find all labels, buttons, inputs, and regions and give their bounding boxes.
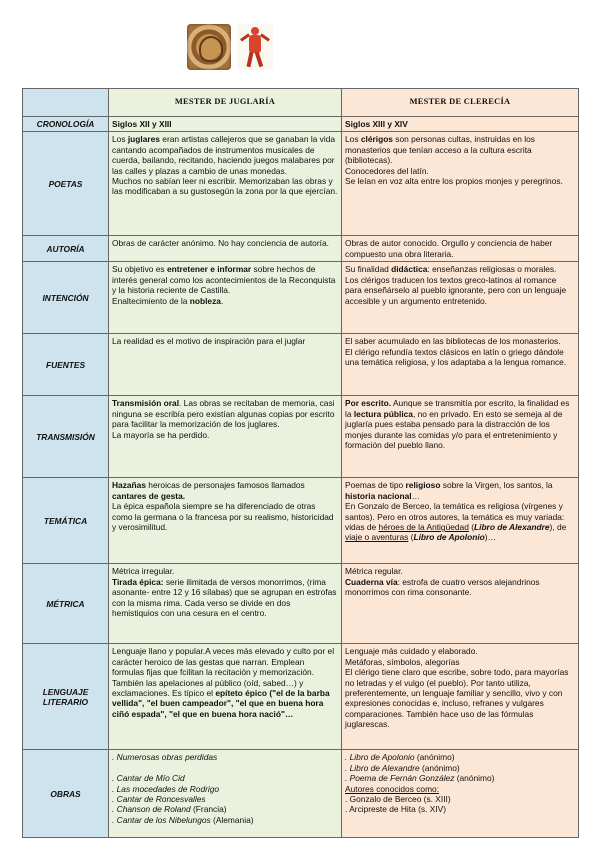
label-autoria: AUTORÍA [23, 236, 109, 262]
row-intencion [23, 262, 579, 334]
table-header-row [23, 89, 579, 117]
intencion-juglaria: Su objetivo es entretener e informar sobre hechos de interés general como los acontecimientos de la Reconquista y la historia reciente de Castilla. Enaltecimiento de la nobleza. [109, 262, 342, 334]
obras-juglaria: . Numerosas obras perdidas . Cantar de Mío Cid . Las mocedades de Rodrigo . Cantar de Roncesvalles . Chanson de Roland (Francia) . Cantar de los Nibelungos (Alemania) [109, 750, 342, 838]
tematica-juglaria: Hazañas heroicas de personajes famosos llamados cantares de gesta. La épica española siempre se ha diferenciado de otras como la germana o la francesa por su realismo, historicidad y verosimilitud. [109, 478, 342, 564]
intencion-clerecia: Su finalidad didáctica: enseñanzas religiosas o morales. Los clérigos traducen los textos greco-latinos al romance para enseñárselo al pueblo ignorante, pero con un lenguaje accesible y un argumento entretenido. [342, 262, 579, 334]
label-obras: OBRAS [23, 750, 109, 838]
row-transmision [23, 396, 579, 478]
row-poetas [23, 132, 579, 236]
juggler-illustration [237, 24, 273, 70]
metrica-clerecia: Métrica regular. Cuaderna vía: estrofa de cuatro versos alejandrinos monorrimos con rima consonante. [342, 564, 579, 644]
label-transmision: TRANSMISIÓN [23, 396, 109, 478]
tematica-clerecia: Poemas de tipo religioso sobre la Virgen, los santos, la historia nacional… En Gonzalo de Berceo, la temática es religiosa (vírgenes y santos). Pero en otros autores, la temática es muy variada: vidas de héroes de la Antigüedad (Libro de Alexandre), de viaje o aventuras (Libro de Apolonio)… [342, 478, 579, 564]
label-metrica: MÉTRICA [23, 564, 109, 644]
cronologia-clerecia: Siglos XIII y XIV [342, 117, 579, 132]
label-tematica: TEMÁTICA [23, 478, 109, 564]
comparison-table [22, 88, 579, 838]
poetas-juglaria: Los juglares eran artistas callejeros que se ganaban la vida cantando acompañados de instrumentos musicales de cuerda, bailando, recitando, haciendo juegos malabares por las calles y plazas a cambio de unas monedas. Muchos no sabían leer ni escribir. Memorizaban las obras y las modificaban a su gustosegún la zona por la que ejercían. [109, 132, 342, 236]
header-empty-cell [23, 89, 109, 117]
row-metrica [23, 564, 579, 644]
row-autoria [23, 236, 579, 262]
lenguaje-juglaria: Lenguaje llano y popular.A veces más elevado y culto por el carácter heroico de las gestas que narran. Emplean formulas fijas que fcilitan la recitación y memorización. También las apelaciones al público (oíd, sabed…) y exclamaciones. Es típico el epíteto épico ("el de la barba vellida", "el buen campeador", "el que en buena hora ciñó espada", "el que en buena hora nació"… [109, 644, 342, 750]
obras-clerecia: . Libro de Apolonio (anónimo) . Libro de Alexandre (anónimo) . Poema de Fernán González (anónimo) Autores conocidos como: . Gonzalo de Berceo (s. XIII) . Arcipreste de Hita (s. XIV) [342, 750, 579, 838]
fuentes-clerecia: El saber acumulado en las bibliotecas de los monasterios. El clérigo refundía textos clásicos en latín o griego dándole una temática religiosa, y los adaptaba a la lengua romance. [342, 334, 579, 396]
label-fuentes: FUENTES [23, 334, 109, 396]
autoria-juglaria: Obras de carácter anónimo. No hay conciencia de autoría. [109, 236, 342, 262]
title-juglaria: MESTER DE JUGLARÍA [109, 89, 342, 117]
autoria-clerecia: Obras de autor conocido. Orgullo y conciencia de haber compuesto una obra literaria. [342, 236, 579, 262]
row-lenguaje [23, 644, 579, 750]
title-clerecia: MESTER DE CLERECÍA [342, 89, 579, 117]
transmision-clerecia: Por escrito. Aunque se transmitía por escrito, la finalidad es la lectura pública, no en privado. En esto se semeja al de juglaría pues estaba pensado para la distracción de los monjes durante las comidas y/o para el entretenimiento y formación del pueblo llano. [342, 396, 579, 478]
row-fuentes [23, 334, 579, 396]
medieval-seal-image [187, 24, 231, 70]
label-intencion: INTENCIÓN [23, 262, 109, 334]
poetas-clerecia: Los clérigos son personas cultas, instruidas en los monasterios que tenían acceso a la cultura escrita (bibliotecas). Conocedores del latín. Se leían en voz alta entre los propios monjes y peregrinos. [342, 132, 579, 236]
lenguaje-clerecia: Lenguaje más cuidado y elaborado. Metáforas, símbolos, alegorías El clérigo tiene claro que escribe, sobre todo, para mayorías no letradas y el vulgo (el pueblo). Por tanto utiliza, preferentemente, un lenguaje familiar y sencillo, vivo y con expresiones conocidas e, incluso, refranes y vulgares comparaciones. También hace uso de las fórmulas juglarescas. [342, 644, 579, 750]
header-images [187, 24, 273, 72]
label-lenguaje: LENGUAJE LITERARIO [23, 644, 109, 750]
row-cronologia [23, 117, 579, 132]
metrica-juglaria: Métrica irregular. Tirada épica: serie ilimitada de versos monorrimos, (rima asonante- entre 12 y 16 sílabas) que se agrupan en estrofas con la misma rima. Cada verso se divide en dos hemistiquios con una cesura en el centro. [109, 564, 342, 644]
label-cronologia: CRONOLOGÍA [23, 117, 109, 132]
row-obras [23, 750, 579, 838]
row-tematica [23, 478, 579, 564]
transmision-juglaria: Transmisión oral. Las obras se recitaban de memoria, casi ninguna se escribía pero existían algunas copias por escrito para facilitar la memorización de los juglares. La mayoría se ha perdido. [109, 396, 342, 478]
cronologia-juglaria: Siglos XII y XIII [109, 117, 342, 132]
label-poetas: POETAS [23, 132, 109, 236]
fuentes-juglaria: La realidad es el motivo de inspiración para el juglar [109, 334, 342, 396]
